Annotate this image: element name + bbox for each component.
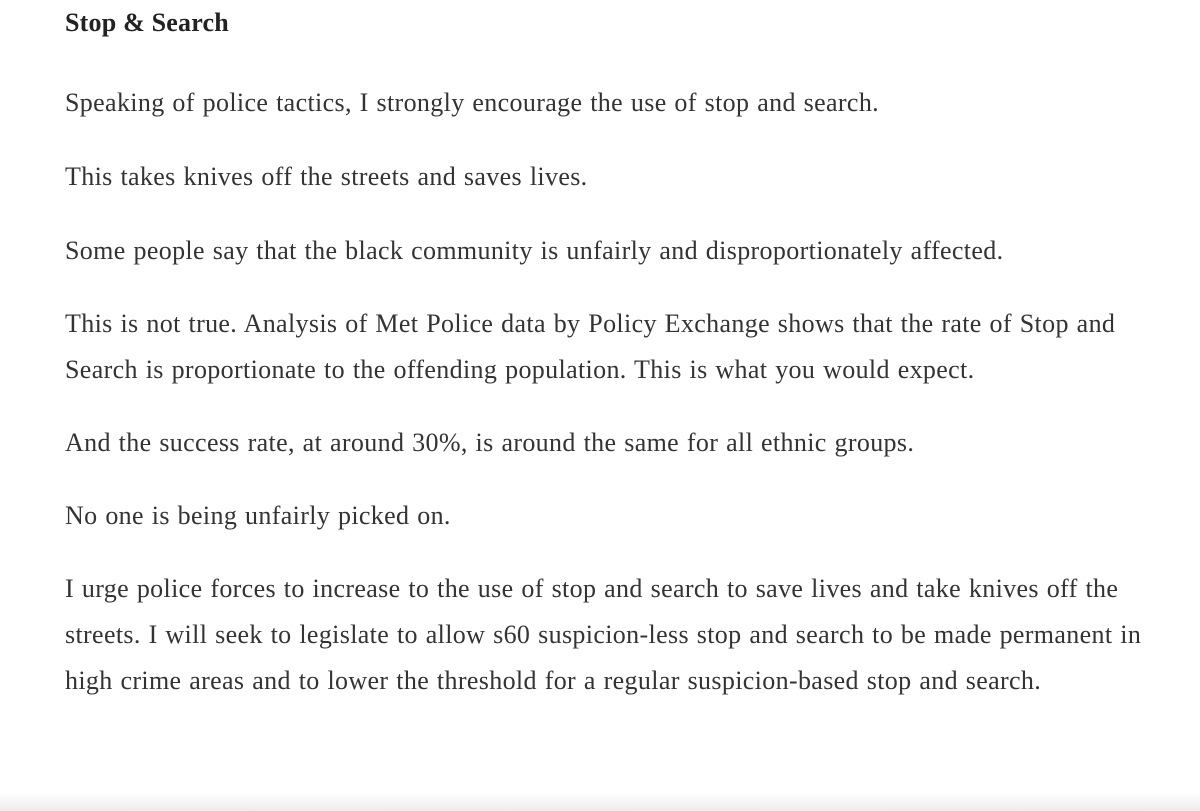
paragraph-policy-exchange-analysis: This is not true. Analysis of Met Police data by Policy Exchange shows that the rate of Stop and Search is proportionate to the offending population. This is what you would expect. [65,309,1116,384]
paragraph-community-claim: Some people say that the black community is unfairly and disproportionately affected. [65,236,1004,265]
article-body [65,0,1175,704]
section-heading: Stop & Search [65,8,229,37]
paragraph-not-picked-on: No one is being unfairly picked on. [65,501,451,530]
paragraph-legislation-pledge: I urge police forces to increase to the use of stop and search to save lives and take knives off the streets. I will seek to legislate to allow s60 suspicion-less stop and search to be made permanent in high crime areas and to lower the threshold for a regular suspicion-based stop and search. [65,574,1142,695]
paragraph-stop-search-encourage: Speaking of police tactics, I strongly encourage the use of stop and search. [65,88,880,117]
bottom-edge-shadow [0,793,1200,811]
paragraph-success-rate: And the success rate, at around 30%, is around the same for all ethnic groups. [65,428,915,457]
paragraph-saves-lives: This takes knives off the streets and saves lives. [65,162,588,191]
